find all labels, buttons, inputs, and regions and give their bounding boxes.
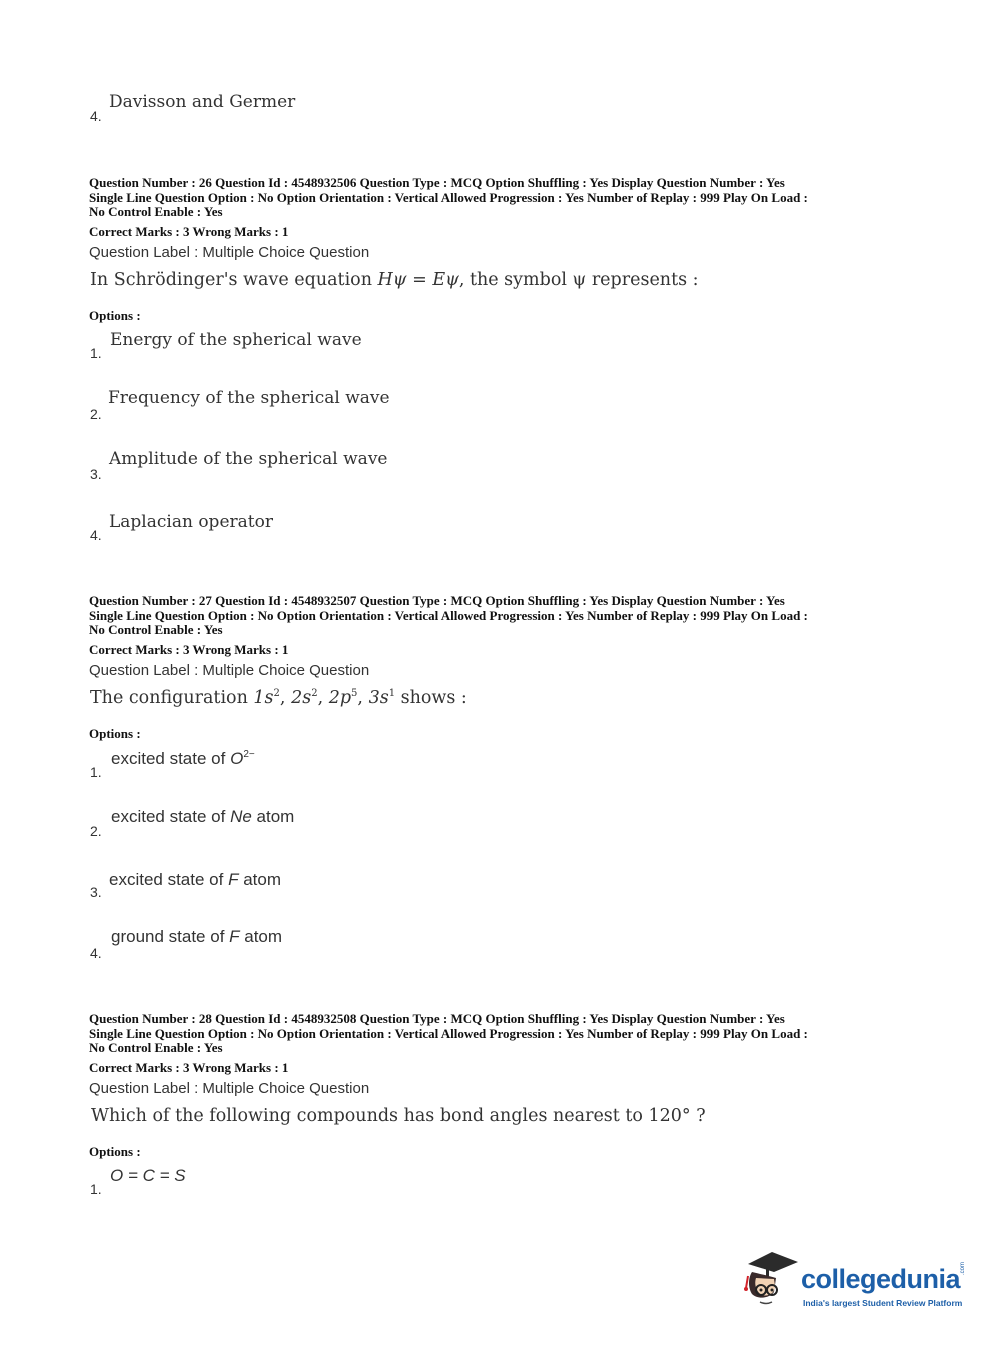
option-number: 2. <box>90 406 102 422</box>
option-text: Frequency of the spherical wave <box>108 388 390 408</box>
options-heading: Options : <box>89 1144 141 1159</box>
option-text: excited state of Ne atom <box>111 807 295 826</box>
option-text: Amplitude of the spherical wave <box>109 449 388 469</box>
brand-dotcom: .com <box>960 1261 966 1275</box>
option-text: O = C = S <box>110 1166 186 1185</box>
option-text: Energy of the spherical wave <box>110 330 362 350</box>
option-number: 1. <box>90 764 102 780</box>
option-number: 4. <box>90 108 102 124</box>
option-text: Laplacian operator <box>109 512 273 532</box>
question-marks: Correct Marks : 3 Wrong Marks : 1 <box>89 1060 289 1075</box>
question-text: In Schrödinger's wave equation Hψ = Eψ, the symbol ψ represents : <box>90 270 699 290</box>
question-marks: Correct Marks : 3 Wrong Marks : 1 <box>89 642 289 657</box>
question-label: Question Label : Multiple Choice Question <box>89 244 370 261</box>
question-meta: Question Number : 27 Question Id : 4548932507 Question Type : MCQ Option Shuffling : Yes Display Question Number : Yes Single Line Question Option : No Option Orientation : Vertical Allowed Progression : Yes Number of Replay : 999 Play On Load : No Control Enable : Yes <box>89 593 808 637</box>
option-text: Davisson and Germer <box>109 92 296 112</box>
brand-tagline: India's largest Student Review Platform <box>803 1298 963 1308</box>
question-text: Which of the following compounds has bond angles nearest to 120° ? <box>91 1106 706 1126</box>
question-marks: Correct Marks : 3 Wrong Marks : 1 <box>89 224 289 239</box>
option-number: 4. <box>90 945 102 961</box>
option-text: ground state of F atom <box>111 927 283 946</box>
question-meta: Question Number : 28 Question Id : 4548932508 Question Type : MCQ Option Shuffling : Yes Display Question Number : Yes Single Line Question Option : No Option Orientation : Vertical Allowed Progression : Yes Number of Replay : 999 Play On Load : No Control Enable : Yes <box>89 1011 808 1055</box>
option-number: 3. <box>90 884 102 900</box>
brand-name: collegedunia <box>801 1264 961 1294</box>
option-number: 2. <box>90 823 102 839</box>
option-number: 3. <box>90 466 102 482</box>
question-meta: Question Number : 26 Question Id : 4548932506 Question Type : MCQ Option Shuffling : Yes Display Question Number : Yes Single Line Question Option : No Option Orientation : Vertical Allowed Progression : Yes Number of Replay : 999 Play On Load : No Control Enable : Yes <box>89 175 808 219</box>
options-heading: Options : <box>89 308 141 323</box>
option-text: excited state of F atom <box>109 870 281 889</box>
question-label: Question Label : Multiple Choice Question <box>89 1080 370 1097</box>
option-number: 1. <box>90 345 102 361</box>
option-text: excited state of $O^{2-}$ <box>111 749 255 768</box>
mascot-logo-icon <box>742 1248 800 1308</box>
option-number: 4. <box>90 527 102 543</box>
options-heading: Options : <box>89 726 141 741</box>
question-label: Question Label : Multiple Choice Question <box>89 662 370 679</box>
question-text: The configuration $1s^2$, $2s^2$, $2p^5$, $3s^1$ shows : <box>90 688 467 708</box>
option-number: 1. <box>90 1181 102 1197</box>
